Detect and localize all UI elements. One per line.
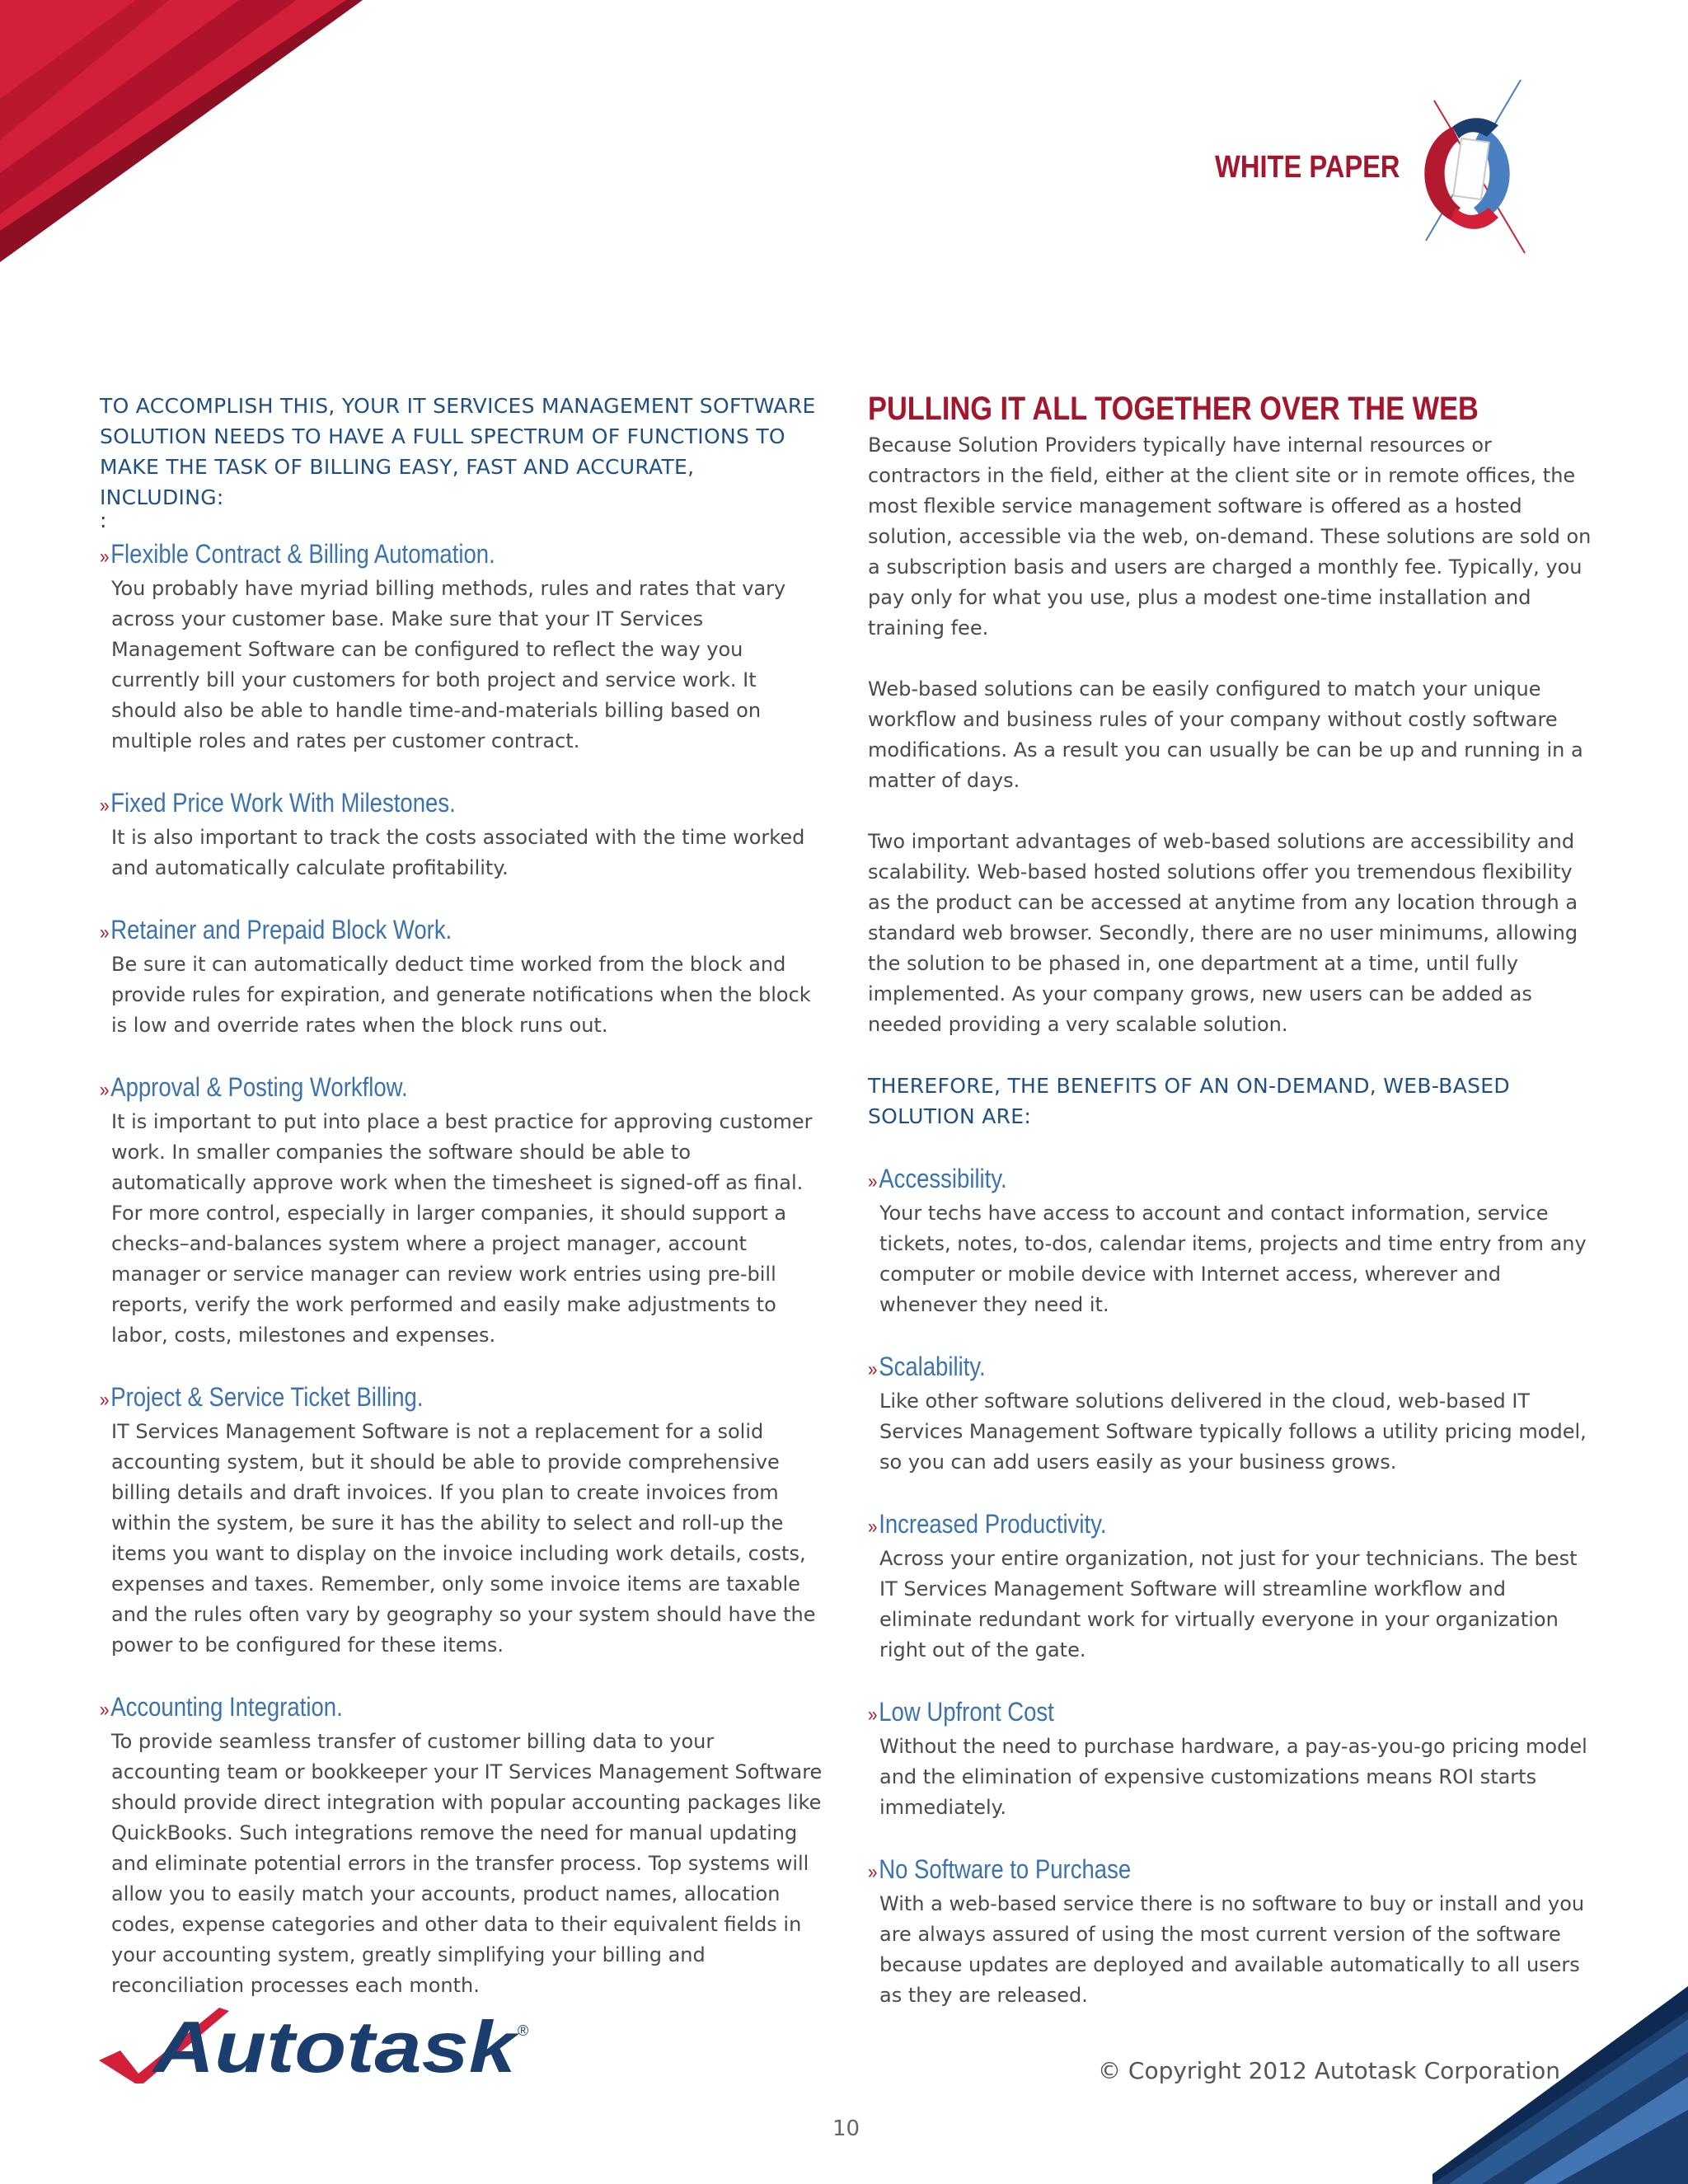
document-type-label: WHITE PAPER bbox=[1215, 150, 1400, 185]
benefits-list bbox=[868, 1162, 1593, 2011]
benefit-description: Without the need to purchase hardware, a pay-as-you-go pricing model and the elimination of expensive customizations means ROI starts immediately. bbox=[879, 1735, 1587, 1819]
brand-wordmark: Autotask bbox=[151, 2006, 520, 2085]
chevron-right-icon: » bbox=[868, 1516, 878, 1538]
section-heading: PULLING IT ALL TOGETHER OVER THE WEB bbox=[868, 391, 1479, 427]
benefit-title: »Accessibility. bbox=[868, 1164, 1007, 1193]
chevron-right-icon: » bbox=[100, 546, 110, 568]
chevron-right-icon: » bbox=[868, 1358, 878, 1380]
benefit-description: Across your entire organization, not just for your technicians. The best IT Services Management Software will streamline workflow and eliminate redundant work for virtually everyone in your organization right out of the gate. bbox=[879, 1547, 1578, 1661]
feature-title: »Fixed Price Work With Milestones. bbox=[100, 788, 456, 818]
chevron-right-icon: » bbox=[100, 1079, 110, 1101]
feature-description: To provide seamless transfer of customer billing data to your accounting team or bookkeeper your IT Services Management Software should provide direct integration with popular accounting packages like QuickBooks. Such integrations remove the need for manual updating and eliminate potential errors in the transfer process. Top systems will allow you to easily match your accounts, product names, allocation codes, expense categories and other data to their equivalent fields in your accounting system, greatly simplifying your billing and reconciliation processes each month. bbox=[111, 1730, 823, 1997]
chevron-right-icon: » bbox=[868, 1170, 878, 1193]
feature-title: »Accounting Integration. bbox=[100, 1692, 343, 1722]
body-paragraph: Because Solution Providers typically have internal resources or contractors in the field, either at the client site or in remote offices, the most flexible service management software is offered as a hosted solution, accessible via the web, on-demand. These solutions are sold on a subscription basis and users are charged a monthly fee. Typically, you pay only for what you use, plus a modest one-time installation and training fee. bbox=[868, 434, 1592, 640]
chevron-right-icon: » bbox=[868, 1704, 878, 1726]
autotask-logo bbox=[96, 2003, 532, 2085]
chevron-right-icon: » bbox=[100, 921, 110, 944]
chevron-right-icon: » bbox=[100, 794, 110, 817]
feature-item bbox=[100, 1071, 825, 1351]
feature-description: It is important to put into place a best practice for approving customer work. In smaller companies the software should be able to automatically approve work when the timesheet is signed-off as final. For more control, especially in larger companies, it should support a checks–and-balances system where a project manager, account manager or service manager can review work entries using pre-bill reports, verify the work performed and easily make adjustments to labor, costs, milestones and expenses. bbox=[111, 1110, 813, 1347]
left-column bbox=[100, 391, 825, 2031]
benefits-subheading: THEREFORE, THE BENEFITS OF AN ON-DEMAND, WEB-BASED SOLUTION ARE: bbox=[868, 1074, 1510, 1128]
feature-item bbox=[100, 913, 825, 1041]
corner-decoration-bottom-right bbox=[1432, 1986, 1688, 2184]
benefit-item bbox=[868, 1507, 1593, 1666]
feature-item bbox=[100, 786, 825, 883]
feature-item bbox=[100, 1380, 825, 1661]
feature-description: It is also important to track the costs associated with the time worked and automatically calculate profitability. bbox=[111, 826, 805, 879]
feature-item bbox=[100, 537, 825, 757]
feature-description: Be sure it can automatically deduct time worked from the block and provide rules for expiration, and generate notifications when the block is low and override rates when the block runs out. bbox=[111, 953, 811, 1037]
feature-title: »Flexible Contract & Billing Automation. bbox=[100, 539, 495, 569]
benefit-item bbox=[868, 1350, 1593, 1478]
feature-title: »Retainer and Prepaid Block Work. bbox=[100, 915, 452, 944]
intro-heading: TO ACCOMPLISH THIS, YOUR IT SERVICES MANAGEMENT SOFTWARE SOLUTION NEEDS TO HAVE A FULL SPECTRUM OF FUNCTIONS TO MAKE THE TASK OF BILLING EASY, FAST AND ACCURATE, INCLUDING: bbox=[100, 394, 816, 509]
body-paragraph: Two important advantages of web-based solutions are accessibility and scalability. Web-based hosted solutions offer you tremendous flexibility as the product can be accessed at anytime from any location through a standard web browser. Secondly, there are no user minimums, allowing the solution to be phased in, one department at a time, until fully implemented. As your company grows, new users can be added as needed providing a very scalable solution. bbox=[868, 830, 1578, 1036]
white-paper-emblem-icon bbox=[1401, 76, 1533, 257]
benefit-title: »Increased Productivity. bbox=[868, 1509, 1107, 1539]
feature-title: »Project & Service Ticket Billing. bbox=[100, 1382, 424, 1412]
copyright-notice: © Copyright 2012 Autotask Corporation bbox=[1098, 2057, 1561, 2084]
corner-decoration-top-left bbox=[0, 0, 363, 272]
feature-item bbox=[100, 1690, 825, 2001]
benefit-description: Like other software solutions delivered in the cloud, web-based IT Services Management Software typically follows a utility pricing model, so you can add users easily as your business grows. bbox=[879, 1390, 1587, 1474]
benefit-item bbox=[868, 1162, 1593, 1320]
benefit-title: »Scalability. bbox=[868, 1352, 986, 1381]
intro-colon: : bbox=[100, 509, 107, 532]
benefit-description: With a web-based service there is no software to buy or install and you are always assured of using the most current version of the software because updates are deployed and available automatically to all users as they are released. bbox=[879, 1892, 1585, 2007]
registered-mark: ® bbox=[518, 2022, 529, 2039]
feature-description: IT Services Management Software is not a replacement for a solid accounting system, but it should be able to provide comprehensive billing details and draft invoices. If you plan to create invoices from within the system, be sure it has the ability to select and roll-up the items you want to display on the invoice including work details, costs, expenses and taxes. Remember, only some invoice items are taxable and the rules often vary by geography so your system should have the power to be configured for these items. bbox=[111, 1420, 816, 1657]
feature-description: You probably have myriad billing methods, rules and rates that vary across your customer base. Make sure that your IT Services Management Software can be configured to reflect the way you currently bill your customers for both project and service work. It should also be able to handle time-and-materials billing based on multiple roles and rates per customer contract. bbox=[111, 577, 786, 752]
page-number: 10 bbox=[832, 2116, 860, 2141]
chevron-right-icon: » bbox=[868, 1861, 878, 1883]
benefit-description: Your techs have access to account and contact information, service tickets, notes, to-dos, calendar items, projects and time entry from any computer or mobile device with Internet access, wherever and whenever they need it. bbox=[879, 1202, 1587, 1316]
benefit-title: »Low Upfront Cost bbox=[868, 1697, 1054, 1727]
body-paragraph: Web-based solutions can be easily configured to match your unique workflow and business rules of your company without costly software modifications. As a result you can usually be can be up and running in a matter of days. bbox=[868, 677, 1583, 792]
feature-title: »Approval & Posting Workflow. bbox=[100, 1072, 408, 1102]
benefit-item bbox=[868, 1695, 1593, 1823]
chevron-right-icon: » bbox=[100, 1389, 110, 1411]
right-column bbox=[868, 391, 1593, 2041]
benefit-title: »No Software to Purchase bbox=[868, 1854, 1132, 1884]
chevron-right-icon: » bbox=[100, 1699, 110, 1721]
